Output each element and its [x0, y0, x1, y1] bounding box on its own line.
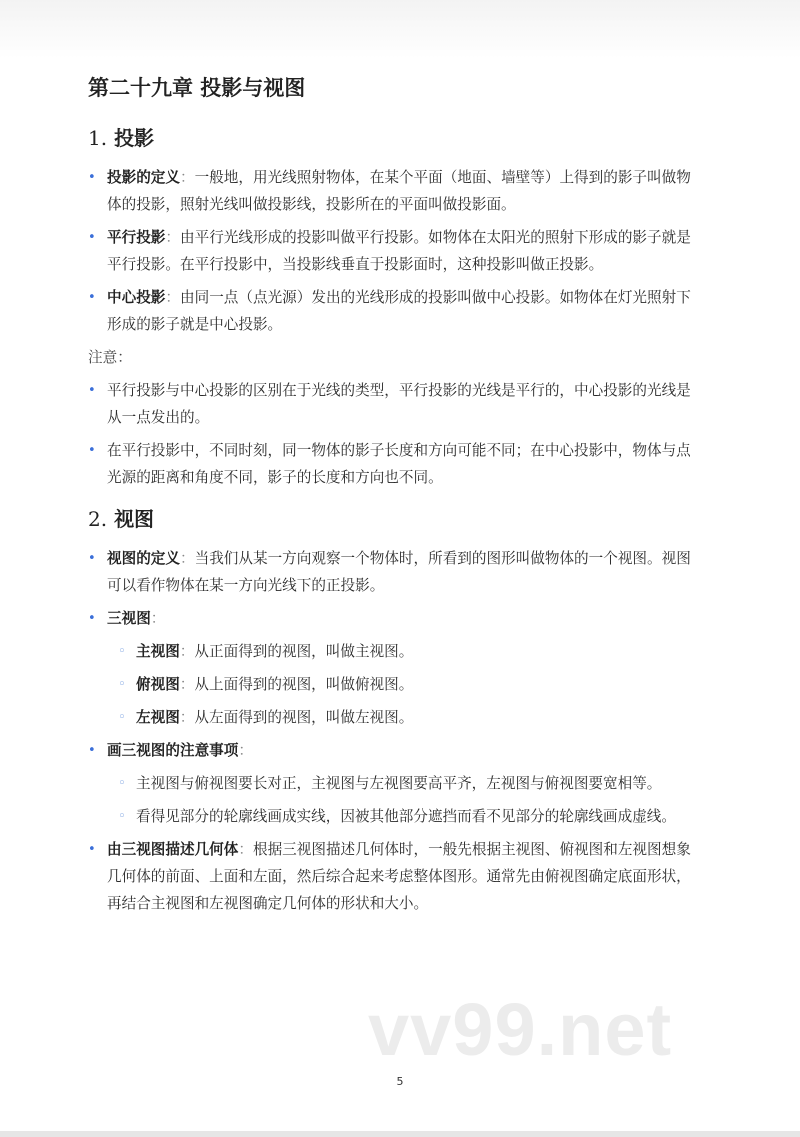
chapter-title: 第二十九章 投影与视图: [88, 76, 306, 100]
list-item: • 平行投影与中心投影的区别在于光线的类型，平行投影的光线是平行的，中心投影的光线是从一点发出的。: [88, 377, 696, 431]
list-item: [88, 605, 696, 731]
page-top-band: [0, 0, 800, 58]
watermark: vv99.net: [368, 988, 673, 1071]
list-item: [88, 737, 696, 830]
list-item: [88, 164, 696, 218]
section-title: 投影: [114, 126, 155, 150]
separator: ：: [150, 610, 166, 627]
separator: ：: [238, 742, 253, 759]
sub-list-item: [107, 671, 696, 698]
definition-text: 从上面得到的视图，叫做俯视图。: [194, 676, 414, 693]
separator: ：: [165, 289, 180, 306]
term: 平行投影: [107, 229, 166, 246]
list-item: • 在平行投影中，不同时刻，同一物体的影子长度和方向可能不同；在中心投影中，物体与点光源的距离和角度不同，影子的长度和方向也不同。: [88, 437, 696, 491]
projection-list: [88, 164, 696, 338]
separator: ：: [179, 169, 195, 186]
definition-text: 当我们从某一方向观察一个物体时，所看到的图形叫做物体的一个视图。视图可以看作物体在某一方向光线下的正投影。: [107, 550, 691, 594]
section-heading-projection: [88, 122, 696, 154]
separator: ：: [238, 841, 253, 858]
definition-text: 一般地，用光线照射物体，在某个平面（地面、墙壁等）上得到的影子叫做物体的投影，照射光线叫做投影线，投影所在的平面叫做投影面。: [107, 169, 691, 213]
definition-text: 根据三视图描述几何体时，一般先根据主视图、俯视图和左视图想象几何体的前面、上面和左面，然后综合起来考虑整体图形。通常先由俯视图确定底面形状，再结合主视图和左视图确定几何体的形状和大小。: [107, 841, 691, 912]
term: 画三视图的注意事项: [107, 742, 239, 759]
views-list: [88, 545, 696, 917]
term: 由三视图描述几何体: [107, 841, 239, 858]
section-number: 2.: [88, 507, 108, 531]
sub-list-item: ◦ 主视图与俯视图要长对正，主视图与左视图要高平齐，左视图与俯视图要宽相等。: [107, 770, 696, 797]
sub-list-item: ◦ 看得见部分的轮廓线画成实线，因被其他部分遮挡而看不见部分的轮廓线画成虚线。: [107, 803, 696, 830]
document-content: [88, 72, 696, 923]
definition-text: 由平行光线形成的投影叫做平行投影。如物体在太阳光的照射下形成的影子就是平行投影。在平行投影中，当投影线垂直于投影面时，这种投影叫做正投影。: [107, 229, 691, 273]
term: 俯视图: [136, 676, 180, 693]
separator: ：: [179, 709, 195, 726]
sub-list-item: [107, 704, 696, 731]
term: 视图的定义: [107, 550, 180, 567]
definition-text: 从左面得到的视图，叫做左视图。: [194, 709, 414, 726]
notes-list: [88, 377, 696, 491]
list-item: [88, 224, 696, 278]
separator: ：: [165, 229, 180, 246]
definition-text: 由同一点（点光源）发出的光线形成的投影叫做中心投影。如物体在灯光照射下形成的影子就是中心投影。: [107, 289, 691, 333]
sub-list: [107, 770, 696, 830]
term: 三视图: [107, 610, 151, 627]
section-heading-views: [88, 503, 696, 535]
term: 中心投影: [107, 289, 166, 306]
section-number: 1.: [88, 126, 108, 150]
note-label: 注意：: [88, 349, 132, 366]
page-number: 5: [396, 1075, 404, 1088]
term: 左视图: [136, 709, 180, 726]
term: 投影的定义: [107, 169, 180, 186]
section-title: 视图: [114, 507, 155, 531]
list-item: [88, 284, 696, 338]
term: 主视图: [136, 643, 180, 660]
list-item: [88, 836, 696, 917]
separator: ：: [179, 550, 195, 567]
separator: ：: [179, 643, 195, 660]
definition-text: 从正面得到的视图，叫做主视图。: [194, 643, 414, 660]
page-bottom-edge: [0, 1131, 800, 1137]
sub-list: [107, 638, 696, 731]
list-item: [88, 545, 696, 599]
separator: ：: [179, 676, 195, 693]
sub-list-item: [107, 638, 696, 665]
